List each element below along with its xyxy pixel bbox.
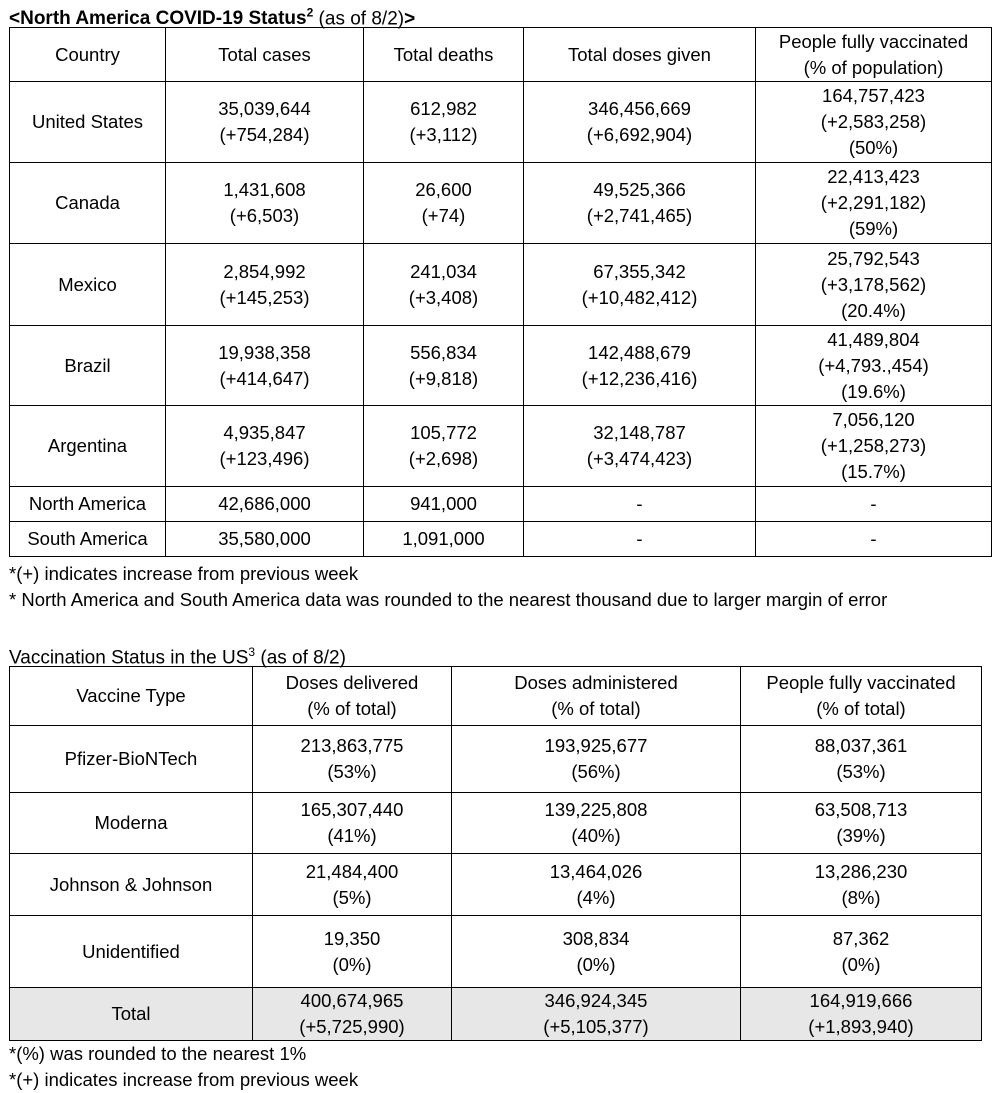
table-header-row — [10, 667, 982, 726]
fully-vaccinated-cell: 25,792,543 (+3,178,562) (20.4%) — [756, 244, 992, 326]
covid-status-table — [9, 27, 992, 557]
fully-vaccinated-cell: 164,919,666 (+1,893,940) — [741, 988, 982, 1041]
total-cases-cell: 1,431,608 (+6,503) — [166, 163, 364, 244]
total-cases-cell: 35,039,644 (+754,284) — [166, 82, 364, 163]
doses-delivered-cell: 213,863,775 (53%) — [253, 726, 452, 793]
vaccine-type-cell: Moderna — [10, 793, 253, 854]
header-vaccine-type: Vaccine Type — [10, 667, 253, 726]
table-row — [10, 244, 992, 326]
total-cases-cell: 35,580,000 — [166, 522, 364, 557]
doses-administered-cell: 346,924,345 (+5,105,377) — [452, 988, 741, 1041]
table-row — [10, 82, 992, 163]
doses-administered-cell: 193,925,677 (56%) — [452, 726, 741, 793]
table1-title: <North America COVID-19 Status$^2$ (as of 8/2)> — [9, 6, 416, 30]
table2-note-rounding: *(%) was rounded to the nearest 1% — [9, 1043, 307, 1064]
total-doses-cell: 142,488,679 (+12,236,416) — [524, 326, 756, 406]
vaccine-type-cell: Pfizer-BioNTech — [10, 726, 253, 793]
table-row — [10, 916, 982, 988]
total-deaths-cell: 556,834 (+9,818) — [364, 326, 524, 406]
table1-note-rounding: * North America and South America data was rounded to the nearest thousand due to larger margin of error — [9, 589, 888, 610]
header-doses-administered: Doses administered (% of total) — [452, 667, 741, 726]
total-cases-cell: 2,854,992 (+145,253) — [166, 244, 364, 326]
country-cell: United States — [10, 82, 166, 163]
table-row — [10, 406, 992, 487]
total-cases-cell: 42,686,000 — [166, 487, 364, 522]
country-cell: Mexico — [10, 244, 166, 326]
total-deaths-cell: 241,034 (+3,408) — [364, 244, 524, 326]
us-vaccination-table — [9, 666, 982, 1041]
total-deaths-cell: 105,772 (+2,698) — [364, 406, 524, 487]
total-deaths-cell: 612,982 (+3,112) — [364, 82, 524, 163]
country-cell: Canada — [10, 163, 166, 244]
vaccine-type-cell: Unidentified — [10, 916, 253, 988]
total-deaths-cell: 1,091,000 — [364, 522, 524, 557]
header-people-fully-vaccinated: People fully vaccinated (% of total) — [741, 667, 982, 726]
fully-vaccinated-cell: - — [756, 522, 992, 557]
fully-vaccinated-cell: 7,056,120 (+1,258,273) (15.7%) — [756, 406, 992, 487]
fully-vaccinated-cell: 164,757,423 (+2,583,258) (50%) — [756, 82, 992, 163]
total-doses-cell: 346,456,669 (+6,692,904) — [524, 82, 756, 163]
doses-delivered-cell: 21,484,400 (5%) — [253, 854, 452, 916]
vaccine-type-cell: Total — [10, 988, 253, 1041]
fully-vaccinated-cell: 41,489,804 (+4,793.,454) (19.6%) — [756, 326, 992, 406]
header-total-cases: Total cases — [166, 28, 364, 82]
doses-delivered-cell: 19,350 (0%) — [253, 916, 452, 988]
country-cell: Brazil — [10, 326, 166, 406]
country-cell: South America — [10, 522, 166, 557]
header-total-deaths: Total deaths — [364, 28, 524, 82]
table-row — [10, 522, 992, 557]
total-deaths-cell: 26,600 (+74) — [364, 163, 524, 244]
total-cases-cell: 19,938,358 (+414,647) — [166, 326, 364, 406]
country-cell: North America — [10, 487, 166, 522]
total-doses-cell: 67,355,342 (+10,482,412) — [524, 244, 756, 326]
table-row — [10, 163, 992, 244]
country-cell: Argentina — [10, 406, 166, 487]
header-people-fully-vaccinated: People fully vaccinated (% of population) — [756, 28, 992, 82]
table-row — [10, 726, 982, 793]
doses-delivered-cell: 165,307,440 (41%) — [253, 793, 452, 854]
doses-administered-cell: 308,834 (0%) — [452, 916, 741, 988]
total-doses-cell: - — [524, 487, 756, 522]
header-doses-delivered: Doses delivered (% of total) — [253, 667, 452, 726]
table-row — [10, 487, 992, 522]
total-cases-cell: 4,935,847 (+123,496) — [166, 406, 364, 487]
fully-vaccinated-cell: 13,286,230 (8%) — [741, 854, 982, 916]
fully-vaccinated-cell: 88,037,361 (53%) — [741, 726, 982, 793]
table2-title: Vaccination Status in the $US^3$ (as of 8/2) — [9, 645, 346, 669]
table2-note-increase: *(+) indicates increase from previous week — [9, 1069, 359, 1090]
doses-administered-cell: 139,225,808 (40%) — [452, 793, 741, 854]
fully-vaccinated-cell: 63,508,713 (39%) — [741, 793, 982, 854]
table-row — [10, 793, 982, 854]
table-header-row — [10, 28, 992, 82]
table-row — [10, 326, 992, 406]
table1-note-increase: *(+) indicates increase from previous week — [9, 563, 359, 584]
fully-vaccinated-cell: - — [756, 487, 992, 522]
total-doses-cell: 49,525,366 (+2,741,465) — [524, 163, 756, 244]
header-total-doses: Total doses given — [524, 28, 756, 82]
total-row — [10, 988, 982, 1041]
doses-administered-cell: 13,464,026 (4%) — [452, 854, 741, 916]
total-doses-cell: 32,148,787 (+3,474,423) — [524, 406, 756, 487]
fully-vaccinated-cell: 87,362 (0%) — [741, 916, 982, 988]
vaccine-type-cell: Johnson & Johnson — [10, 854, 253, 916]
table-row — [10, 854, 982, 916]
total-doses-cell: - — [524, 522, 756, 557]
total-deaths-cell: 941,000 — [364, 487, 524, 522]
fully-vaccinated-cell: 22,413,423 (+2,291,182) (59%) — [756, 163, 992, 244]
header-country: Country — [10, 28, 166, 82]
doses-delivered-cell: 400,674,965 (+5,725,990) — [253, 988, 452, 1041]
